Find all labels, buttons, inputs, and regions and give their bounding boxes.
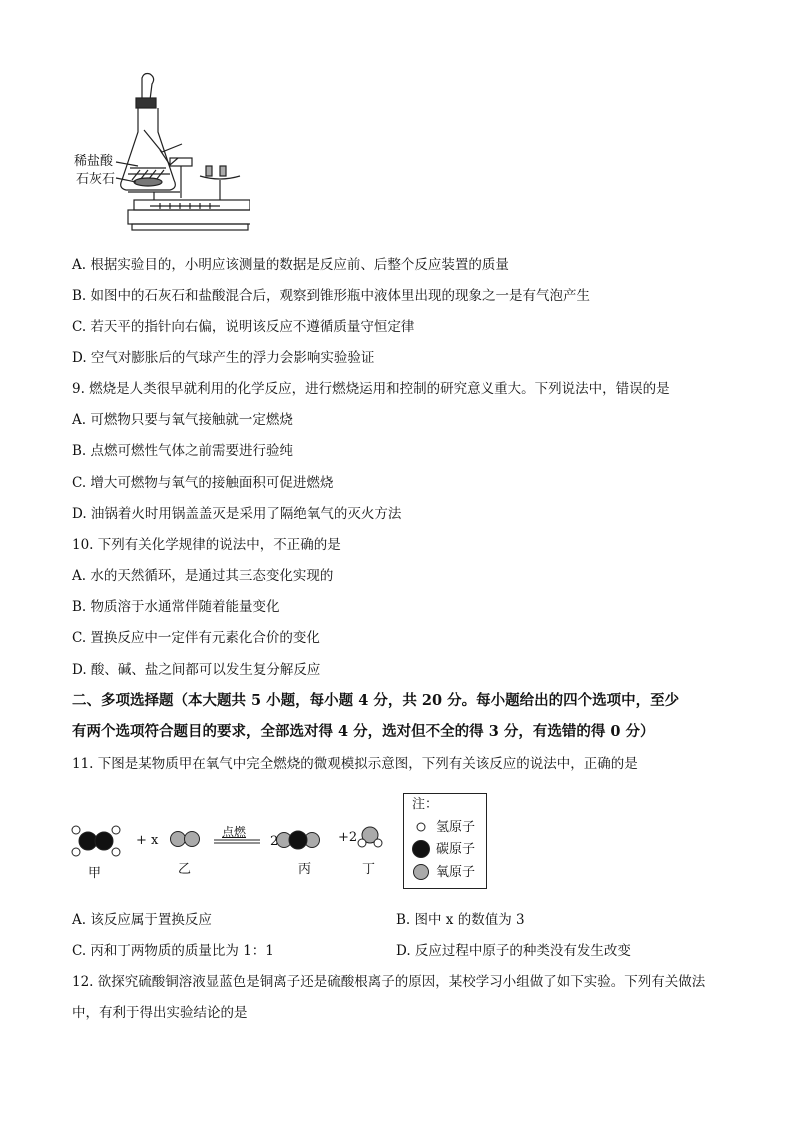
q9-option-d: D. 油锅着火时用锅盖盖灭是采用了隔绝氧气的灭火方法 (72, 506, 402, 522)
section2-heading-line2: 有两个选项符合题目的要求，全部选对得 4 分，选对但不全的得 3 分，有选错的得 0 分） (72, 723, 655, 740)
label-limestone: 石灰石 (76, 172, 116, 187)
name-bing: 丙 (298, 862, 312, 877)
legend-oxygen: 氧原子 (436, 865, 476, 880)
q11-option-a: A. 该反应属于置换反应 (72, 912, 212, 928)
q11-option-b: B. 图中 x 的数值为 3 (396, 912, 525, 928)
q11-stem: 11. 下图是某物质甲在氧气中完全燃烧的微观模拟示意图，下列有关该反应的说法中，正确的是 (72, 756, 638, 772)
coefficient-2: 2 (270, 834, 279, 849)
q8-option-a: A. 根据实验目的，小明应该测量的数据是反应前、后整个反应装置的质量 (72, 257, 509, 273)
q11-option-c: C. 丙和丁两物质的质量比为 1：1 (72, 943, 274, 959)
legend-oxygen-symbol (414, 865, 429, 880)
q8-option-b: B. 如图中的石灰石和盐酸混合后，观察到锥形瓶中液体里出现的现象之一是有气泡产生 (72, 288, 591, 304)
q10-option-b: B. 物质溶于水通常伴随着能量变化 (72, 599, 280, 615)
q10-option-c: C. 置换反应中一定伴有元素化合价的变化 (72, 630, 320, 646)
q8-option-c: C. 若天平的指针向右偏，说明该反应不遵循质量守恒定律 (72, 319, 415, 335)
q11-option-d: D. 反应过程中原子的种类没有发生改变 (396, 943, 631, 959)
plus-x-text: + x (136, 833, 159, 848)
q9-option-a: A. 可燃物只要与氧气接触就一定燃烧 (72, 412, 293, 428)
legend-hydrogen-symbol (417, 823, 425, 831)
name-jia: 甲 (88, 866, 102, 881)
legend-hydrogen: 氢原子 (436, 820, 476, 835)
q9-option-c: C. 增大可燃物与氧气的接触面积可促进燃烧 (72, 475, 334, 491)
plus-2-text: +2 (338, 830, 358, 845)
condition-ignite: 点燃 (222, 825, 247, 839)
q9-stem: 9. 燃烧是人类很早就利用的化学反应，进行燃烧运用和控制的研究意义重大。下列说法中，错误的是 (72, 381, 670, 397)
q9-option-b: B. 点燃可燃性气体之前需要进行验纯 (72, 443, 294, 459)
balance-flask-figure (70, 70, 250, 240)
legend-carbon: 碳原子 (436, 842, 476, 857)
q10-option-a: A. 水的天然循环，是通过其三态变化实现的 (72, 568, 334, 584)
q12-stem-line2: 中，有利于得出实验结论的是 (72, 1005, 248, 1021)
atom-legend (403, 793, 487, 889)
section2-heading-line1: 二、多项选择题（本大题共 5 小题，每小题 4 分，共 20 分。每小题给出的四个选项中，至少 (72, 692, 680, 709)
q8-option-d: D. 空气对膨胀后的气球产生的浮力会影响实验验证 (72, 350, 375, 366)
legend-title: 注： (412, 797, 439, 812)
legend-carbon-symbol (413, 841, 430, 858)
q12-stem-line1: 12. 欲探究硫酸铜溶液显蓝色是铜离子还是硫酸根离子的原因，某校学习小组做了如下实验。下列有关做法 (72, 974, 706, 990)
name-ding: 丁 (362, 862, 376, 877)
q10-stem: 10. 下列有关化学规律的说法中，不正确的是 (72, 537, 341, 553)
q10-option-d: D. 酸、碱、盐之间都可以发生复分解反应 (72, 662, 321, 678)
name-yi: 乙 (178, 862, 192, 877)
label-dilute-hcl: 稀盐酸 (74, 154, 114, 169)
